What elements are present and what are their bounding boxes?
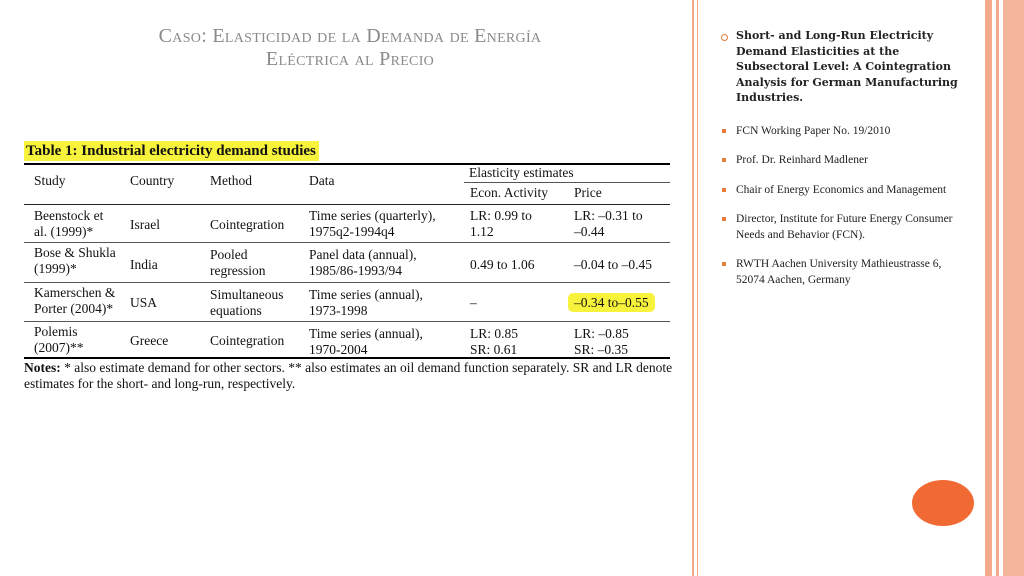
square-bullet-icon <box>722 217 726 221</box>
table-row-2-econ: 0.49 to 1.06 <box>470 257 535 272</box>
square-bullet-icon <box>722 262 726 266</box>
row-divider-2 <box>24 282 670 283</box>
header-rule <box>24 204 670 205</box>
reference-list <box>722 28 972 302</box>
decorative-stripe <box>692 0 694 576</box>
group-header: Elasticity estimates <box>469 165 574 180</box>
group-header-rule <box>464 182 670 183</box>
table-row-3-method: Simultaneous equations <box>210 287 284 318</box>
header-price: Price <box>574 185 602 200</box>
header-method: Method <box>210 173 252 188</box>
slide-title-line-2: Eléctrica al Precio <box>265 48 435 70</box>
table-row-3-country: USA <box>130 295 158 310</box>
table-row-1-econ: LR: 0.99 to 1.12 <box>470 208 532 239</box>
table-bottom-rule <box>24 357 670 359</box>
table-row-1-method: Cointegration <box>210 217 285 232</box>
row-divider-3 <box>24 321 670 322</box>
header-country: Country <box>130 173 175 188</box>
decorative-stripe <box>985 0 992 576</box>
square-bullet-icon <box>722 158 726 162</box>
table-notes: Notes: * also estimate demand for other sectors. ** also estimates an oil demand function separately. SR and LR denote estimates for the short- and long-run, respectively. <box>24 360 673 391</box>
table-row-2-study: Bose & Shukla (1999)* <box>34 245 116 276</box>
list-item: Short- and Long-Run Electricity Demand Elasticities at the Subsectoral Level: A Cointegration Analysis for German Manufacturing Industries. <box>722 28 972 106</box>
table-row-3-price <box>574 295 655 311</box>
decorative-stripe <box>996 0 999 576</box>
table-row-4-econ: LR: 0.85 SR: 0.61 <box>470 326 519 357</box>
highlighted-price-range: –0.34 to–0.55 <box>568 293 655 312</box>
table-row-4-price: LR: –0.85 SR: –0.35 <box>574 326 629 357</box>
table-row-1-study: Beenstock et al. (1999)* <box>34 208 104 239</box>
decorative-stripe <box>1003 0 1024 576</box>
table-row-3-data: Time series (annual), 1973-1998 <box>309 287 423 318</box>
table-row-1-price: LR: –0.31 to –0.44 <box>574 208 643 239</box>
table-row-1-country: Israel <box>130 217 160 232</box>
slide-title-line-1: Caso: Elasticidad de la Demanda de Energía <box>158 25 542 47</box>
table-row-4-method: Cointegration <box>210 333 285 348</box>
table-row-2-country: India <box>130 257 158 272</box>
table-row-3-econ: – <box>470 295 477 310</box>
list-item: Director, Institute for Future Energy Consumer Needs and Behavior (FCN). <box>722 212 972 243</box>
elasticity-table <box>24 141 674 391</box>
table-row-2-method: Pooled regression <box>210 247 266 278</box>
table-row-4-country: Greece <box>130 333 169 348</box>
decorative-stripe <box>697 0 698 576</box>
header-data: Data <box>309 173 335 188</box>
table-row-4-study: Polemis (2007)** <box>34 324 84 355</box>
list-item: Chair of Energy Economics and Management <box>722 183 972 199</box>
list-item: Prof. Dr. Reinhard Madlener <box>722 153 972 169</box>
list-item: RWTH Aachen University Mathieustrasse 6, 52074 Aachen, Germany <box>722 257 972 288</box>
square-bullet-icon <box>722 188 726 192</box>
table-row-4-data: Time series (annual), 1970-2004 <box>309 326 423 357</box>
table-row-2-price: –0.04 to –0.45 <box>574 257 653 272</box>
header-econ-activity: Econ. Activity <box>470 185 548 200</box>
table-caption: Table 1: Industrial electricity demand studies <box>24 141 319 161</box>
header-study: Study <box>34 173 66 188</box>
row-divider-1 <box>24 242 670 243</box>
slide-title <box>100 25 600 71</box>
table-row-1-data: Time series (quarterly), 1975q2-1994q4 <box>309 208 436 239</box>
table-row-2-data: Panel data (annual), 1985/86-1993/94 <box>309 247 417 278</box>
list-item: FCN Working Paper No. 19/2010 <box>722 124 972 140</box>
table-row-3-study: Kamerschen & Porter (2004)* <box>34 285 116 316</box>
circle-bullet-icon <box>721 34 728 41</box>
square-bullet-icon <box>722 129 726 133</box>
accent-circle <box>912 480 974 526</box>
